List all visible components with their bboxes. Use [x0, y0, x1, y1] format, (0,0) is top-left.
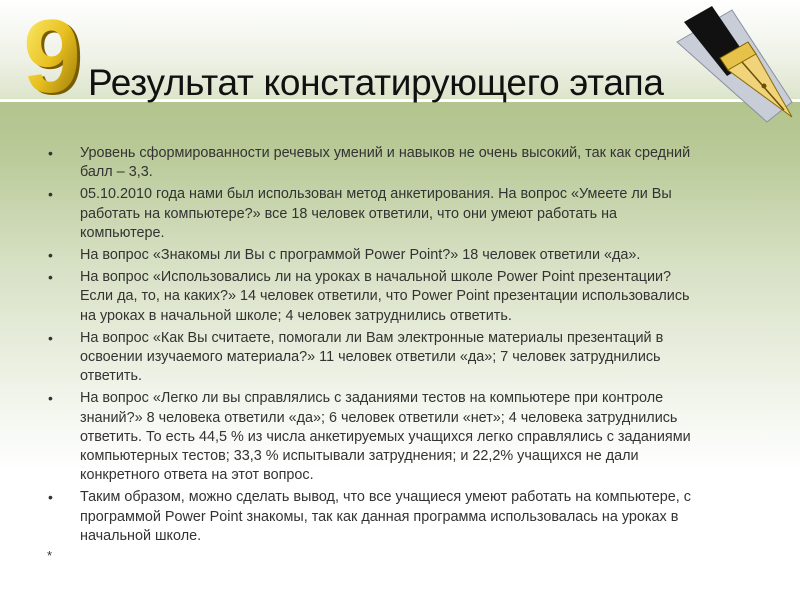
text-line: На вопрос «Знакомы ли Вы с программой Power Point?» 18 человек ответили «да».	[80, 247, 641, 264]
list-item	[0, 329, 800, 387]
slide-title: Результат констатирующего этапа	[88, 62, 664, 103]
list-item	[0, 185, 800, 243]
list-item	[0, 488, 800, 546]
text-line: на уроках в начальной школе; 4 человек затруднились ответить.	[80, 307, 512, 324]
bullet-icon: •	[48, 489, 53, 506]
text-line: Таким образом, можно сделать вывод, что все учащиеся умеют работать на компьютере, с	[80, 489, 691, 506]
bullet-list	[0, 144, 800, 549]
text-line: знаний?» 8 человека ответили «да»; 6 человек ответили «нет»; 4 человека затруднились	[80, 409, 678, 426]
text-line: конкретного ответа на этот вопрос.	[80, 467, 314, 484]
text-line: работать на компьютере?» все 18 человек ответили, что они умеют работать на	[80, 205, 618, 222]
text-line: компьютерных тестов; 33,3 % испытывали затруднения; и 22,2% учащихся не дали	[80, 448, 639, 465]
list-item	[0, 268, 800, 326]
number-nine-badge	[22, 0, 82, 115]
footer-mark: *	[47, 548, 53, 563]
text-line: На вопрос «Использовались ли на уроках в начальной школе Power Point презентации?	[80, 269, 672, 286]
bullet-icon: •	[48, 390, 53, 407]
text-line: балл – 3,3.	[80, 164, 153, 181]
text-line: программой Power Point знакомы, так как данная программа использовалась на уроках в	[80, 508, 679, 525]
bullet-icon: •	[48, 329, 53, 346]
text-line: освоении изучаемого материала?» 11 человек ответили «да»; 7 человек затруднились	[80, 349, 661, 366]
text-line: На вопрос «Как Вы считаете, помогали ли Вам электронные материалы презентаций в	[80, 329, 664, 346]
number-badge-digit: 9	[23, 0, 81, 115]
text-line: 05.10.2010 года нами был использован метод анкетирования. На вопрос «Умеете ли Вы	[80, 186, 672, 203]
bullet-icon: •	[48, 186, 53, 203]
bullet-icon: •	[48, 269, 53, 286]
text-line: На вопрос «Легко ли вы справлялись с заданиями тестов на компьютере при контроле	[80, 390, 664, 407]
list-item	[0, 144, 800, 182]
list-item	[0, 389, 800, 485]
fountain-pen-icon	[672, 2, 797, 124]
text-line: ответить.	[80, 368, 143, 385]
bullet-icon: •	[48, 247, 53, 264]
bullet-icon: •	[48, 145, 53, 161]
text-line: компьютере.	[80, 224, 165, 241]
list-item	[0, 246, 800, 265]
text-line: Уровень сформированности речевых умений и навыков не очень высокий, так как средний	[80, 145, 691, 161]
text-line: Если да, то, на каких?» 14 человек ответили, что Power Point презентации использовались	[80, 288, 690, 305]
text-line: начальной школе.	[80, 527, 202, 544]
text-line: ответить. То есть 44,5 % из числа анкетируемых учащихся легко справлялись с заданиями	[80, 428, 691, 445]
